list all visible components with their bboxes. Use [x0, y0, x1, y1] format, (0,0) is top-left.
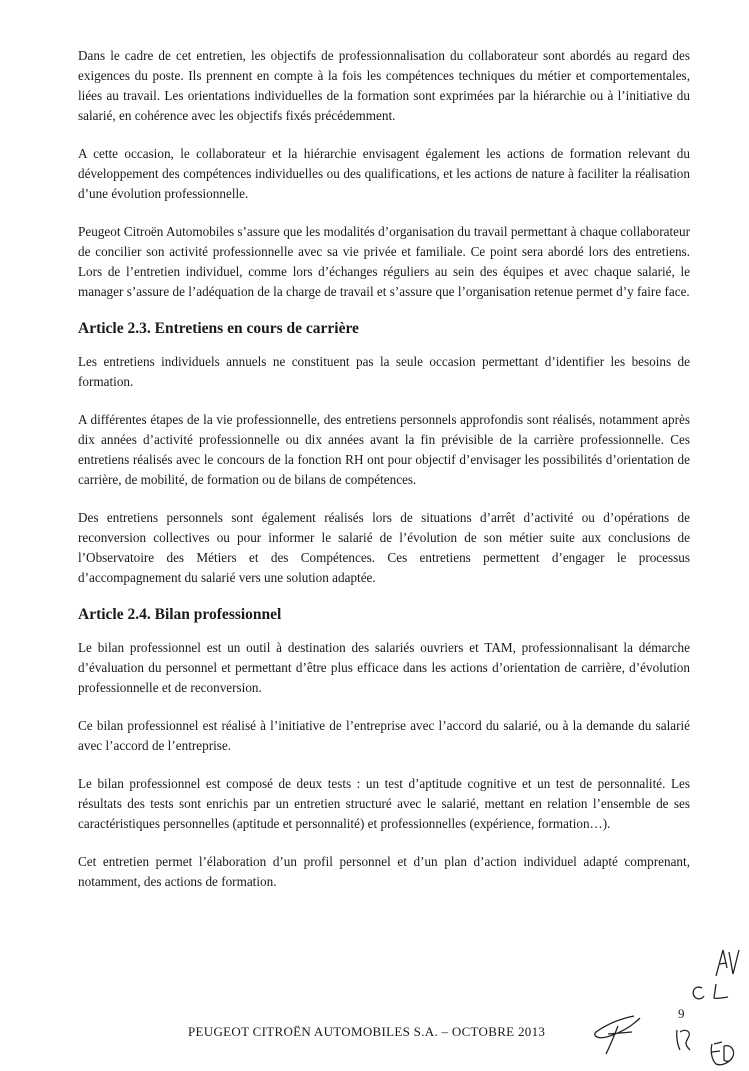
paragraph: Des entretiens personnels sont également réalisés lors de situations d’arrêt d’activité ou d’opérations de reconversion collectives ou pour informer le salarié de l’évolution de son métier suite aux conclusions de l’Observatoire des Métiers et des Compétences. Ces entretiens permettent d’engager le processus d’accompagnement du salarié vers une solution adaptée.: [78, 510, 690, 585]
paragraph: Dans le cadre de cet entretien, les objectifs de professionnalisation du collaborateur sont abordés au regard des exigences du poste. Ils prennent en compte à la fois les compétences techniques du métier et comportementales, liées au travail. Les orientations individuelles de la formation sont exprimées par la hiérarchie ou à l’initiative du salarié, en cohérence avec les objectifs fixés précédemment.: [78, 48, 690, 123]
handwritten-mark: [672, 1024, 698, 1054]
page-number: 9: [678, 1006, 685, 1021]
handwritten-initials-cl: [686, 980, 734, 1004]
paragraph: A cette occasion, le collaborateur et la hiérarchie envisagent également les actions de formation relevant du développement des compétences individuelles ou des qualifications, et les actions de nature à faciliter la réalisation d’une évolution professionnelle.: [78, 146, 690, 201]
paragraph: Les entretiens individuels annuels ne constituent pas la seule occasion permettant d’identifier les besoins de formation.: [78, 354, 690, 389]
page-footer: PEUGEOT CITROËN AUTOMOBILES S.A. – OCTOBRE 2013: [188, 1024, 546, 1039]
paragraph: Peugeot Citroën Automobiles s’assure que les modalités d’organisation du travail permettant à chaque collaborateur de concilier son activité professionnelle avec sa vie privée et familiale. Ce point sera abordé lors des entretiens. Lors de l’entretien individuel, comme lors d’échanges réguliers au sein des équipes et avec chaque salarié, le manager s’assure de l’adéquation de la charge de travail et s’assure que l’organisation retenue permet d’y faire face.: [78, 224, 690, 299]
document-body: [78, 46, 690, 910]
handwritten-signature: [588, 1010, 646, 1058]
paragraph: Ce bilan professionnel est réalisé à l’initiative de l’entreprise avec l’accord du salarié, ou à la demande du salarié avec l’accord de l’entreprise.: [78, 718, 690, 753]
article-2-4-heading: Article 2.4. Bilan professionnel: [78, 606, 282, 623]
paragraph: A différentes étapes de la vie professionnelle, des entretiens personnels approfondis sont réalisés, notamment après dix années d’activité professionnelle ou dix années avant la fin prévisible de la carrière professionnelle. Ces entretiens réalisés avec le concours de la fonction RH ont pour objectif d’envisager les possibilités d’orientation de carrière, de mobilité, de formation ou de bilans de compétences.: [78, 412, 690, 487]
paragraph: Cet entretien permet l’élaboration d’un profil personnel et d’un plan d’action individuel adapté comprenant, notamment, des actions de formation.: [78, 854, 690, 889]
handwritten-initials-av: [712, 946, 742, 980]
article-2-3-heading: Article 2.3. Entretiens en cours de carrière: [78, 320, 359, 337]
paragraph: Le bilan professionnel est composé de deux tests : un test d’aptitude cognitive et un test de personnalité. Les résultats des tests sont enrichis par un entretien structuré avec le salarié, mettant en relation l’ensemble de ses caractéristiques personnelles (aptitude et personnalité) et professionnelles (expérience, formation…).: [78, 776, 690, 831]
handwritten-initials-fd: [708, 1038, 740, 1068]
paragraph: Le bilan professionnel est un outil à destination des salariés ouvriers et TAM, professionnalisant la démarche d’évaluation du personnel et permettant d’être plus efficace dans les actions d’orientation de carrière, d’évolution professionnelle et de reconversion.: [78, 640, 690, 695]
